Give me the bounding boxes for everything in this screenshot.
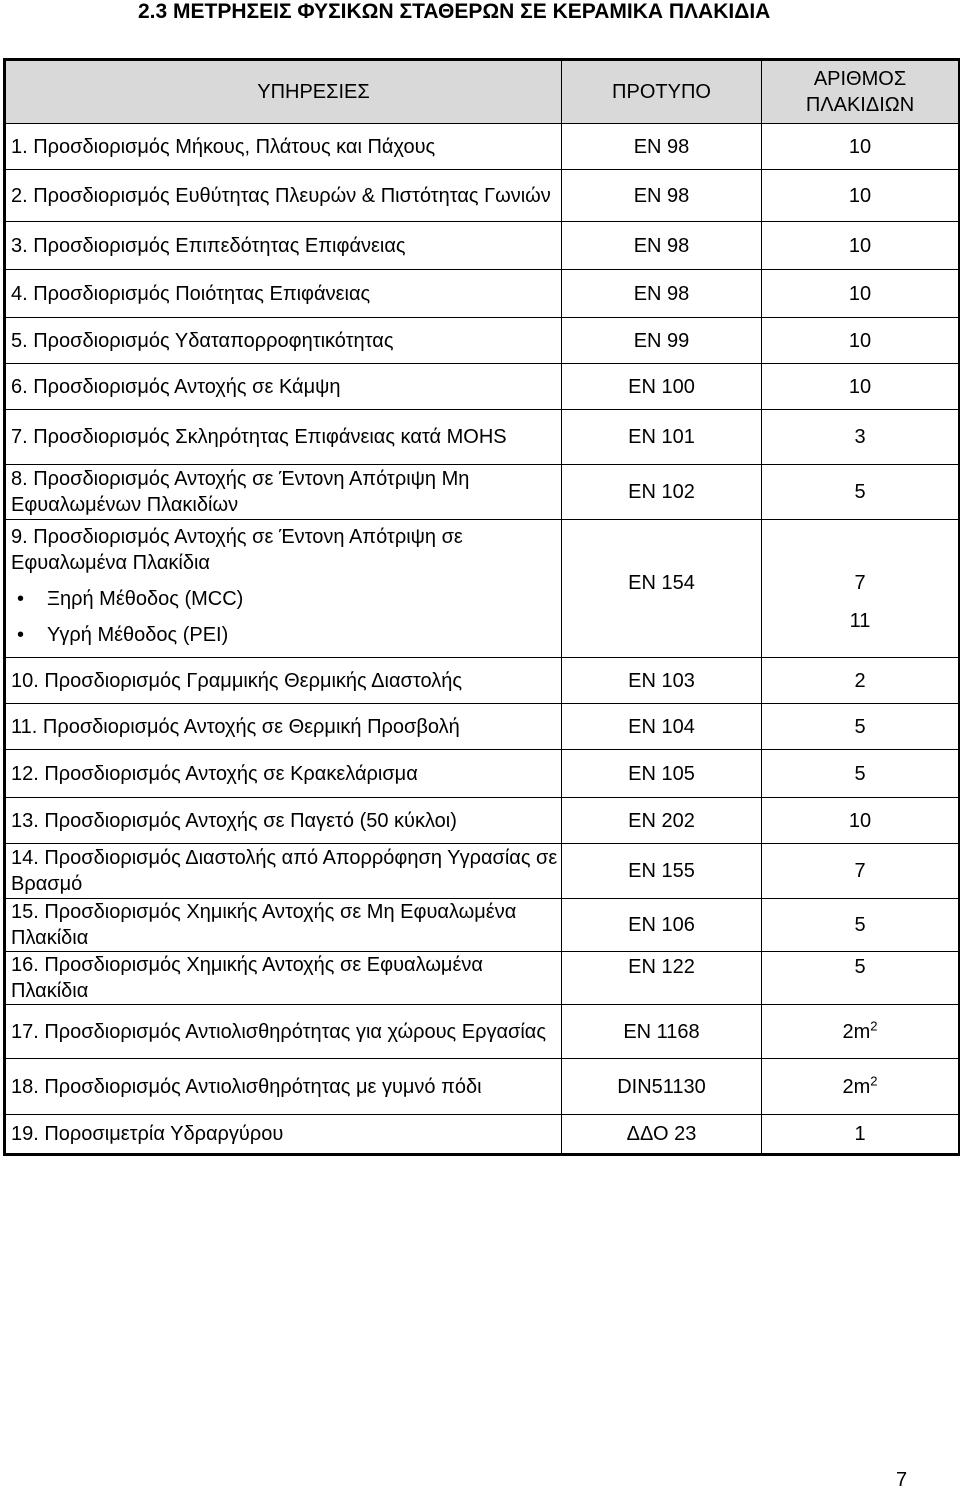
table-header-row — [5, 60, 960, 124]
standard-cell: EN 101 — [562, 410, 762, 465]
table-row — [5, 844, 960, 899]
sub-item-wet-method: • Υγρή Μέθοδος (PEI) — [11, 622, 561, 648]
page-number: 7 — [896, 1469, 908, 1491]
header-services: ΥΠΗΡΕΣΙΕΣ — [5, 60, 562, 124]
service-cell: 4. Προσδιορισμός Ποιότητας Επιφάνειας — [5, 270, 562, 318]
count-cell: 3 — [762, 410, 960, 465]
page-title: 2.3 ΜΕΤΡΗΣΕΙΣ ΦΥΣΙΚΩΝ ΣΤΑΘΕΡΩΝ ΣΕ ΚΕΡΑΜΙΚΑ ΠΛΑΚΙΔΙΑ — [138, 0, 771, 23]
service-cell: 16. Προσδιορισμός Χημικής Αντοχής σε Εφυαλωμένα Πλακίδια — [5, 952, 562, 1005]
standard-cell: EN 98 — [562, 270, 762, 318]
service-cell: 15. Προσδιορισμός Χημικής Αντοχής σε Μη Εφυαλωμένα Πλακίδια — [5, 899, 562, 952]
service-cell: 17. Προσδιορισμός Αντιολισθηρότητας για χώρους Εργασίας — [5, 1005, 562, 1059]
service-cell: 9. Προσδιορισμός Αντοχής σε Έντονη Απότριψη σε Εφυαλωμένα Πλακίδια • Ξηρή Μέθοδος (MCC) • Υγρή Μέθοδος (PEI) — [5, 520, 562, 658]
count-cell: 10 — [762, 364, 960, 410]
standard-cell: EN 102 — [562, 465, 762, 520]
count-cell: 10 — [762, 270, 960, 318]
table-row — [5, 520, 960, 658]
count-cell: 10 — [762, 124, 960, 170]
service-cell: 6. Προσδιορισμός Αντοχής σε Κάμψη — [5, 364, 562, 410]
service-cell: 8. Προσδιορισμός Αντοχής σε Έντονη Απότριψη Μη Εφυαλωμένων Πλακιδίων — [5, 465, 562, 520]
standard-cell: EN 105 — [562, 750, 762, 798]
table-row — [5, 798, 960, 844]
table-row — [5, 170, 960, 222]
table-row — [5, 222, 960, 270]
count-cell: $2m^2$ — [762, 1059, 960, 1115]
standard-cell: EN 98 — [562, 222, 762, 270]
table-row — [5, 1059, 960, 1115]
table-row — [5, 658, 960, 704]
standard-cell: ΔΔΟ 23 — [562, 1115, 762, 1155]
table-row — [5, 270, 960, 318]
table-row — [5, 410, 960, 465]
count-cell: 10 — [762, 798, 960, 844]
service-cell: 19. Ποροσιμετρία Υδραργύρου — [5, 1115, 562, 1155]
sub-item-dry-method: • Ξηρή Μέθοδος (MCC) — [11, 586, 561, 612]
count-cell: 1 — [762, 1115, 960, 1155]
count-cell: 5 — [762, 899, 960, 952]
header-count: ΑΡΙΘΜΟΣ ΠΛΑΚΙΔΙΩΝ — [762, 60, 960, 124]
service-cell: 13. Προσδιορισμός Αντοχής σε Παγετό (50 κύκλοι) — [5, 798, 562, 844]
standard-cell: EN 154 — [562, 520, 762, 658]
standard-cell: EN 104 — [562, 704, 762, 750]
service-cell: 2. Προσδιορισμός Ευθύτητας Πλευρών & Πιστότητας Γωνιών — [5, 170, 562, 222]
service-cell: 12. Προσδιορισμός Αντοχής σε Κρακελάρισμα — [5, 750, 562, 798]
table-row — [5, 318, 960, 364]
service-cell: 11. Προσδιορισμός Αντοχής σε Θερμική Προσβολή — [5, 704, 562, 750]
table-row — [5, 899, 960, 952]
standard-cell: EN 106 — [562, 899, 762, 952]
standard-cell: EN 99 — [562, 318, 762, 364]
service-cell: 1. Προσδιορισμός Μήκους, Πλάτους και Πάχους — [5, 124, 562, 170]
table-row — [5, 124, 960, 170]
count-cell: 5 — [762, 465, 960, 520]
standard-cell: EN 155 — [562, 844, 762, 899]
table-row — [5, 750, 960, 798]
standard-cell: EN 202 — [562, 798, 762, 844]
table-row — [5, 952, 960, 1005]
service-cell: 10. Προσδιορισμός Γραμμικής Θερμικής Διαστολής — [5, 658, 562, 704]
header-standard: ΠΡΟΤΥΠΟ — [562, 60, 762, 124]
count-cell: 10 — [762, 318, 960, 364]
service-cell: 3. Προσδιορισμός Επιπεδότητας Επιφάνειας — [5, 222, 562, 270]
count-cell: 5 — [762, 750, 960, 798]
service-cell: 18. Προσδιορισμός Αντιολισθηρότητας με γυμνό πόδι — [5, 1059, 562, 1115]
standard-cell: EN 1168 — [562, 1005, 762, 1059]
service-cell: 5. Προσδιορισμός Υδαταπορροφητικότητας — [5, 318, 562, 364]
service-cell: 7. Προσδιορισμός Σκληρότητας Επιφάνειας κατά MOHS — [5, 410, 562, 465]
table-row — [5, 1005, 960, 1059]
table-row — [5, 1115, 960, 1155]
services-table — [3, 58, 960, 1156]
count-cell: 5 — [762, 704, 960, 750]
standard-cell: EN 122 — [562, 952, 762, 1005]
standard-cell: EN 98 — [562, 170, 762, 222]
table-row — [5, 364, 960, 410]
count-cell: 10 — [762, 170, 960, 222]
standard-cell: DIN51130 — [562, 1059, 762, 1115]
standard-cell: EN 100 — [562, 364, 762, 410]
count-cell: 7 11 — [762, 520, 960, 658]
standard-cell: EN 103 — [562, 658, 762, 704]
standard-cell: EN 98 — [562, 124, 762, 170]
count-cell: 5 — [762, 952, 960, 1005]
count-cell: 2 — [762, 658, 960, 704]
table-row — [5, 704, 960, 750]
service-cell: 14. Προσδιορισμός Διαστολής από Απορρόφηση Υγρασίας σε Βρασμό — [5, 844, 562, 899]
table-row — [5, 465, 960, 520]
count-cell: $2m^2$ — [762, 1005, 960, 1059]
count-cell: 10 — [762, 222, 960, 270]
count-cell: 7 — [762, 844, 960, 899]
